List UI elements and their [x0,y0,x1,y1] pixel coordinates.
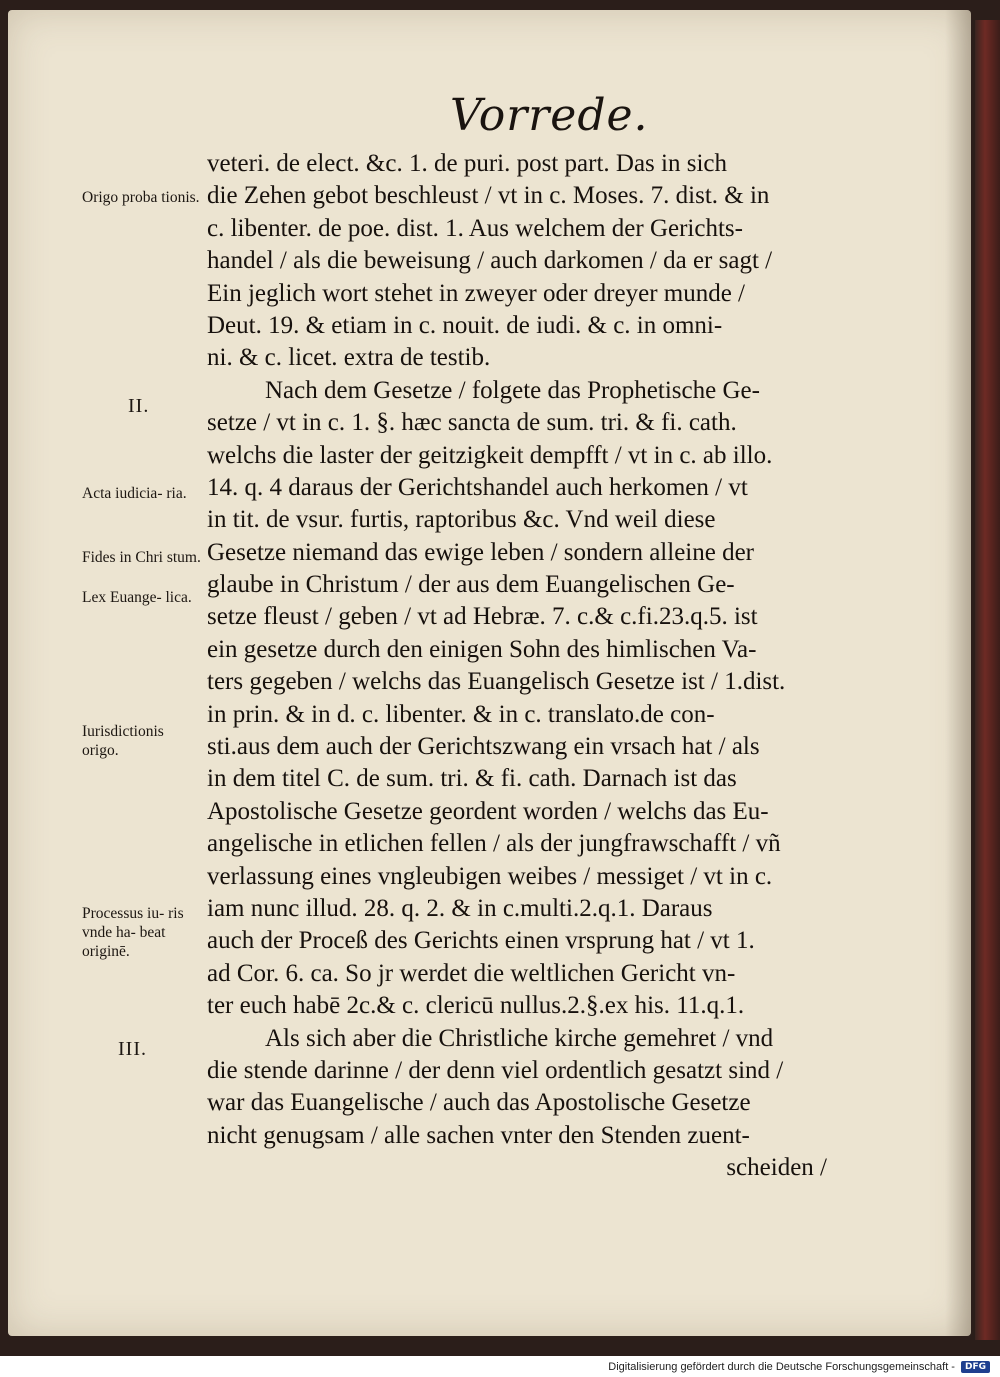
text-line: die Zehen gebot beschleust / vt in c. Moses. 7. dist. & in [207,182,770,210]
text-line: Deut. 19. & etiam in c. nouit. de iudi. & c. in omni- [207,311,723,339]
section-number-3: III. [118,1038,147,1060]
text-line: Nach dem Gesetze / folgete das Prophetische Ge- [265,376,760,404]
margin-note-acta-iudiciaria: Acta iudicia- ria. [82,485,187,502]
text-line: ad Cor. 6. ca. So jr werdet die weltlichen Gericht vn- [207,959,736,987]
text-line: auch der Proceß des Gerichts einen vrsprung hat / vt 1. [207,927,755,955]
text-line: welchs die laster der geitzigkeit dempfft / vt in c. ab illo. [207,441,773,469]
text-line: in prin. & in d. c. libenter. & in c. translato.de con- [207,700,715,728]
margin-note-iurisdictionis-origo: Iurisdictionis origo. [82,723,164,759]
text-line: Apostolische Gesetze geordent worden / welchs das Eu- [207,797,769,825]
text-line: war das Euangelische / auch das Apostolische Gesetze [207,1089,751,1117]
text-line: verlassung eines vngleubigen weibes / messiget / vt in c. [207,862,773,890]
text-line: in dem titel C. de sum. tri. & fi. cath. Darnach ist das [207,765,737,793]
text-line: in tit. de vsur. furtis, raptoribus &c. Vnd weil diese [207,506,716,534]
section-number-2: II. [128,395,150,417]
credit-text: Digitalisierung gefördert durch die Deutsche Forschungsgemeinschaft - [608,1360,955,1373]
text-line: die stende darinne / der denn viel ordentlich gesatzt sind / [207,1056,784,1084]
body-text [207,148,857,1185]
margin-note-processus-iuris: Processus iu- ris vnde ha- beat originē. [82,905,184,960]
margin-note-fides-in-christum: Fides in Chri stum. [82,549,201,566]
text-line: handel / als die beweisung / auch darkomen / da er sagt / [207,247,773,275]
running-head: Vorrede. [450,90,649,141]
text-line: veteri. de elect. &c. 1. de puri. post part. Das in sich [207,150,727,177]
text-line: Ein jeglich wort stehet in zweyer oder dreyer munde / [207,279,746,307]
page-shadow-edge [945,10,971,1336]
text-line: Gesetze niemand das ewige leben / sondern alleine der [207,538,754,566]
digitization-credit-bar [0,1356,1000,1377]
text-line: sti.aus dem auch der Gerichtszwang ein vrsach hat / als [207,733,760,761]
text-line: angelische in etlichen fellen / als der jungfrawschafft / vñ [207,830,781,858]
margin-note-origo-probationis: Origo proba tionis. [82,189,200,206]
catchword: scheiden / [726,1154,827,1182]
text-line: c. libenter. de poe. dist. 1. Aus welchem der Gerichts- [207,214,743,242]
text-line: ter euch habē 2c.& c. clericū nullus.2.§.ex his. 11.q.1. [207,992,745,1020]
book-spine-edge [975,20,1000,1340]
text-line: ni. & c. licet. extra de testib. [207,344,491,372]
text-line: Als sich aber die Christliche kirche gemehret / vnd [265,1024,774,1052]
text-line: setze fleust / geben / vt ad Hebræ. 7. c.& c.fi.23.q.5. ist [207,603,758,631]
text-line: ters gegeben / welchs das Euangelisch Gesetze ist / 1.dist. [207,668,786,696]
text-line: setze / vt in c. 1. §. hæc sancta de sum. tri. & fi. cath. [207,409,737,437]
text-line: glaube in Christum / der aus dem Euangelischen Ge- [207,571,735,599]
text-line: ein gesetze durch den einigen Sohn des himlischen Va- [207,635,757,663]
dfg-logo: DFG [961,1361,990,1373]
text-line: 14. q. 4 daraus der Gerichtshandel auch herkomen / vt [207,473,748,501]
text-line: nicht genugsam / alle sachen vnter den Stenden zuent- [207,1121,750,1149]
text-line: iam nunc illud. 28. q. 2. & in c.multi.2.q.1. Daraus [207,894,713,922]
margin-note-lex-euangelica: Lex Euange- lica. [82,589,192,606]
